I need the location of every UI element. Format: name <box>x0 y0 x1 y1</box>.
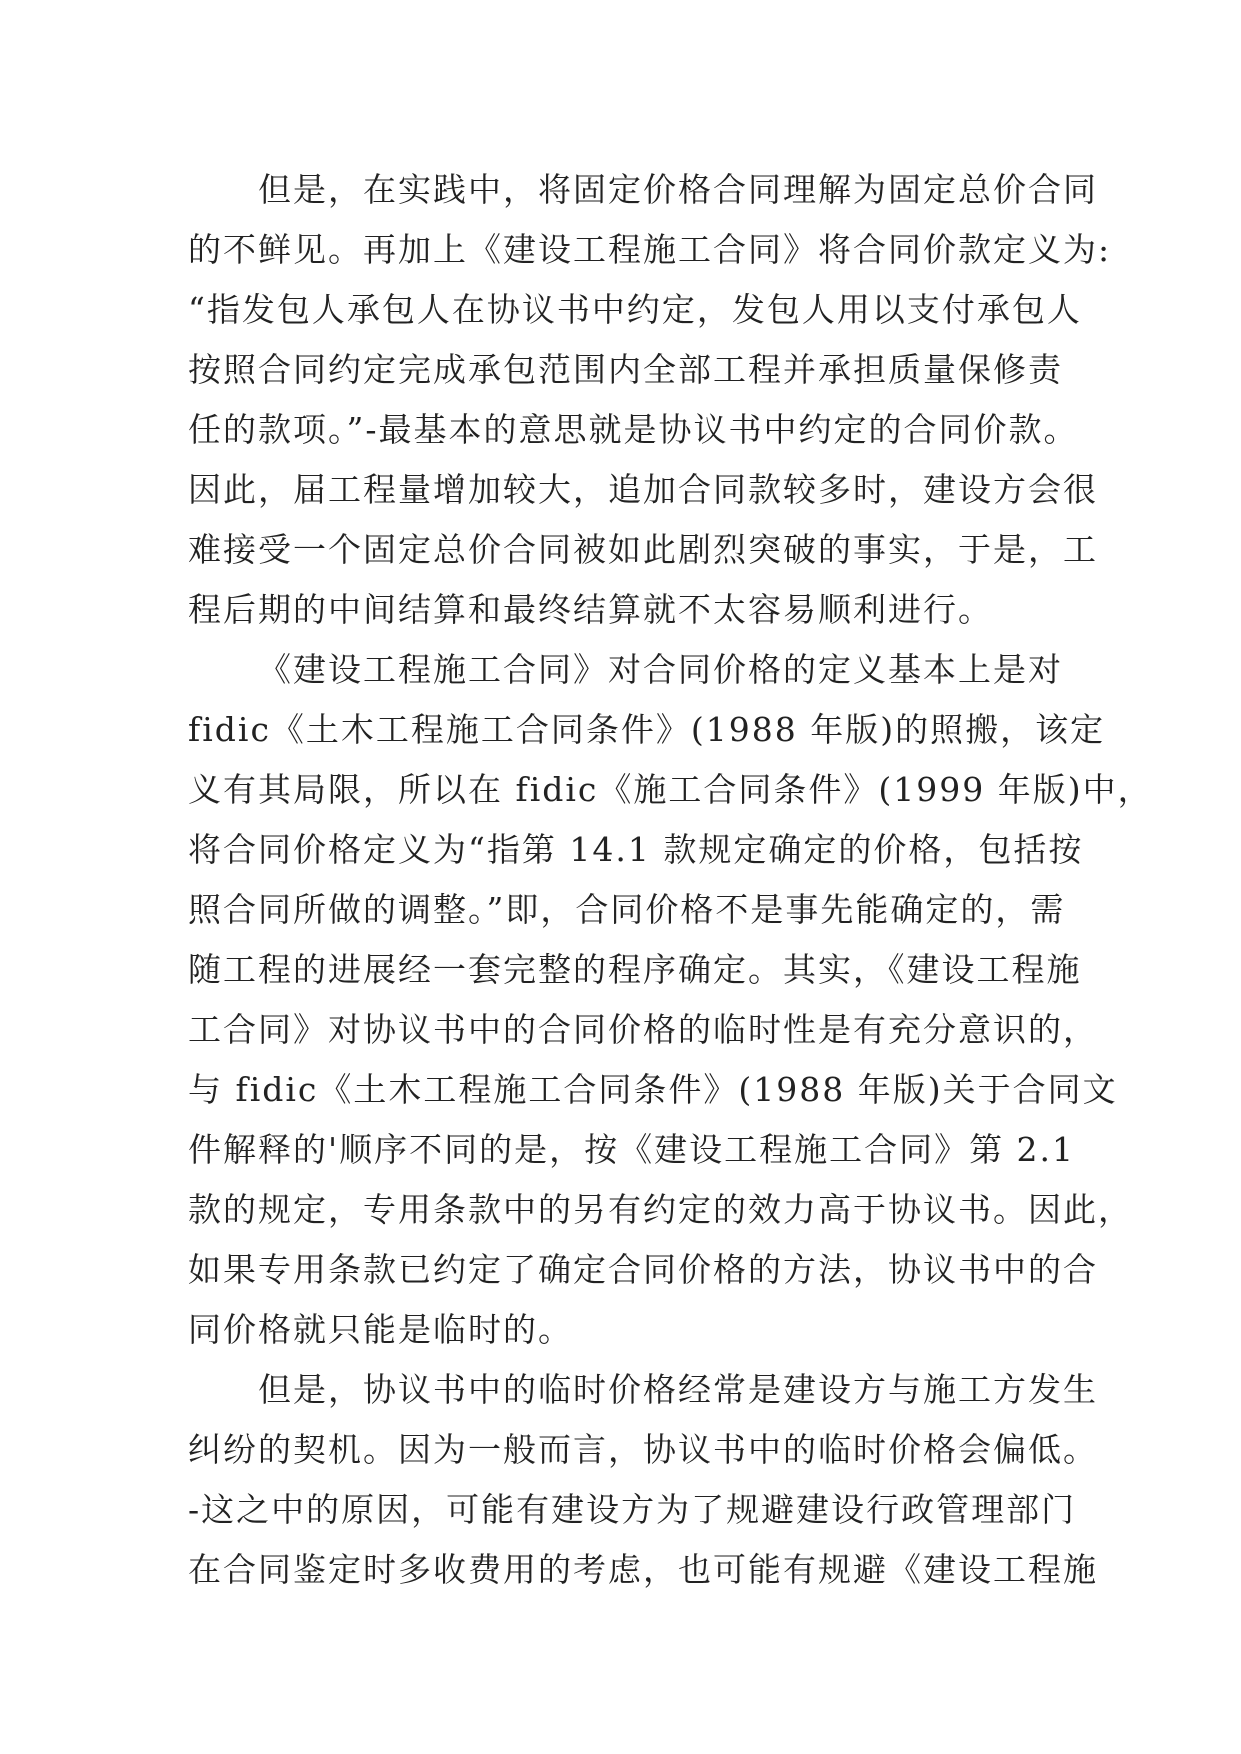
text-line: 程后期的中间结算和最终结算就不太容易顺利进行。 <box>188 590 993 629</box>
text-line: 但是，协议书中的临时价格经常是建设方与施工方发生 <box>258 1370 1098 1409</box>
text-line: 件解释的'顺序不同的是，按《建设工程施工合同》第 2.1 <box>188 1130 1076 1169</box>
text-line: 因此，届工程量增加较大，追加合同款较多时，建设方会很 <box>188 470 1098 509</box>
text-line: 在合同鉴定时多收费用的考虑，也可能有规避《建设工程施 <box>188 1550 1098 1589</box>
paragraph-3 <box>188 1360 1098 1600</box>
paragraph-1 <box>188 160 1112 640</box>
text-line: 随工程的进展经一套完整的程序确定。其实，《建设工程施 <box>188 950 1082 989</box>
text-line: 难接受一个固定总价合同被如此剧烈突破的事实，于是，工 <box>188 530 1098 569</box>
text-line: 的不鲜见。再加上《建设工程施工合同》将合同价款定义为: <box>188 230 1112 269</box>
text-line: -这之中的原因，可能有建设方为了规避建设行政管理部门 <box>188 1490 1077 1529</box>
text-line: 任的款项。”-最基本的意思就是协议书中约定的合同价款。 <box>188 410 1079 449</box>
text-line: fidic《土木工程施工合同条件》(1988 年版)的照搬，该定 <box>188 710 1106 749</box>
text-line: 同价格就只能是临时的。 <box>188 1310 573 1349</box>
text-line: 款的规定，专用条款中的另有约定的效力高于协议书。因此， <box>188 1190 1133 1229</box>
paragraph-2 <box>188 640 1153 1360</box>
text-line: 将合同价格定义为“指第 14.1 款规定确定的价格，包括按 <box>188 830 1084 869</box>
text-line: 按照合同约定完成承包范围内全部工程并承担质量保修责 <box>188 350 1063 389</box>
text-line: 义有其局限，所以在 fidic《施工合同条件》(1999 年版)中， <box>188 770 1153 809</box>
document-body <box>188 160 1153 1600</box>
text-line: 如果专用条款已约定了确定合同价格的方法，协议书中的合 <box>188 1250 1098 1289</box>
text-line: 工合同》对协议书中的合同价格的临时性是有充分意识的， <box>188 1010 1098 1049</box>
text-line: 但是，在实践中，将固定价格合同理解为固定总价合同 <box>258 170 1098 209</box>
text-line: 纠纷的契机。因为一般而言，协议书中的临时价格会偏低。 <box>188 1430 1098 1469</box>
text-line: 《建设工程施工合同》对合同价格的定义基本上是对 <box>258 650 1063 689</box>
text-line: 与 fidic《土木工程施工合同条件》(1988 年版)关于合同文 <box>188 1070 1118 1109</box>
text-line: 照合同所做的调整。”即，合同价格不是事先能确定的，需 <box>188 890 1066 929</box>
text-line: “指发包人承包人在协议书中约定，发包人用以支付承包人 <box>188 290 1082 329</box>
